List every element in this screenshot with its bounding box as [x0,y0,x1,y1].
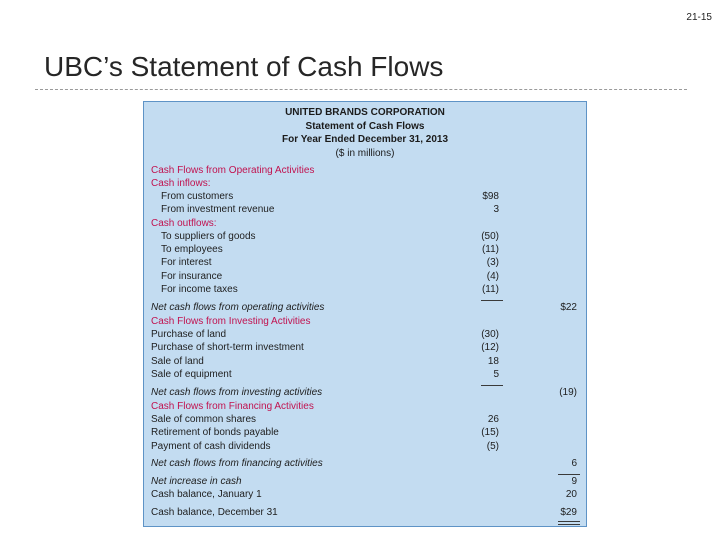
double-underline [558,521,580,525]
row-total: 6 [571,458,577,469]
row-amount: (11) [481,244,499,255]
row-amount: 5 [493,369,499,380]
row-label: Cash balance, December 31 [151,507,278,518]
statement-row [144,387,586,400]
statement-row [144,231,586,244]
row-total: $22 [560,302,577,313]
statement-row [144,476,586,489]
row-label: Purchase of land [151,329,227,340]
statement-row [144,329,586,342]
row-amount: (3) [486,257,499,268]
cash-flow-statement [143,101,587,527]
row-label: Cash balance, January 1 [151,489,262,500]
statement-row [144,401,586,414]
page-number: 21-15 [686,12,712,23]
statement-row [144,342,586,355]
row-label: Cash inflows: [151,178,211,189]
underline [558,474,580,475]
row-total: $29 [560,507,577,518]
row-amount: (12) [481,342,499,353]
row-label: From customers [161,191,234,202]
row-amount: (11) [481,284,499,295]
row-label: To employees [161,244,223,255]
row-label: Cash Flows from Operating Activities [151,165,315,176]
underline [481,385,503,386]
row-label: From investment revenue [161,204,275,215]
row-total: 20 [565,489,577,500]
title-divider [35,89,687,90]
statement-row [144,441,586,454]
row-amount: (5) [486,441,499,452]
row-label: Sale of common shares [151,414,257,425]
row-amount: (30) [481,329,499,340]
row-label: To suppliers of goods [161,231,256,242]
row-total: (19) [559,387,577,398]
statement-row [144,369,586,382]
row-amount: 18 [487,356,499,367]
row-label: Cash Flows from Financing Activities [151,401,314,412]
underline [481,300,503,301]
row-amount: 3 [493,204,499,215]
row-amount: $98 [482,191,499,202]
row-amount: (4) [486,271,499,282]
statement-row [144,204,586,217]
row-label: Cash outflows: [151,218,217,229]
statement-row [144,257,586,270]
statement-row [144,244,586,257]
statement-row [144,414,586,427]
report-name: Statement of Cash Flows [305,121,425,132]
statement-row [144,178,586,191]
statement-row [144,489,586,502]
row-label: Purchase of short-term investment [151,342,304,353]
statement-row [144,507,586,520]
row-total: 9 [571,476,577,487]
statement-row [144,191,586,204]
statement-row [144,165,586,178]
row-label: For interest [161,257,212,268]
company-name: UNITED BRANDS CORPORATION [285,107,445,118]
row-label: Net cash flows from financing activities [151,458,323,469]
row-amount: 26 [487,414,499,425]
row-label: Cash Flows from Investing Activities [151,316,311,327]
statement-row [144,427,586,440]
row-label: For insurance [161,271,223,282]
row-label: Sale of equipment [151,369,232,380]
statement-row [144,271,586,284]
statement-row [144,356,586,369]
row-label: Net cash flows from investing activities [151,387,323,398]
statement-row [144,218,586,231]
statement-row [144,458,586,471]
row-amount: (50) [481,231,499,242]
row-label: Payment of cash dividends [151,441,271,452]
row-amount: (15) [481,427,499,438]
statement-row [144,284,586,297]
report-units: ($ in millions) [335,148,395,159]
statement-row [144,302,586,315]
report-period: For Year Ended December 31, 2013 [281,134,448,145]
row-label: Net increase in cash [151,476,242,487]
row-label: Sale of land [151,356,204,367]
row-label: Retirement of bonds payable [151,427,279,438]
row-label: For income taxes [161,284,238,295]
row-label: Net cash flows from operating activities [151,302,325,313]
statement-row [144,316,586,329]
slide-title: UBC’s Statement of Cash Flows [44,51,444,82]
